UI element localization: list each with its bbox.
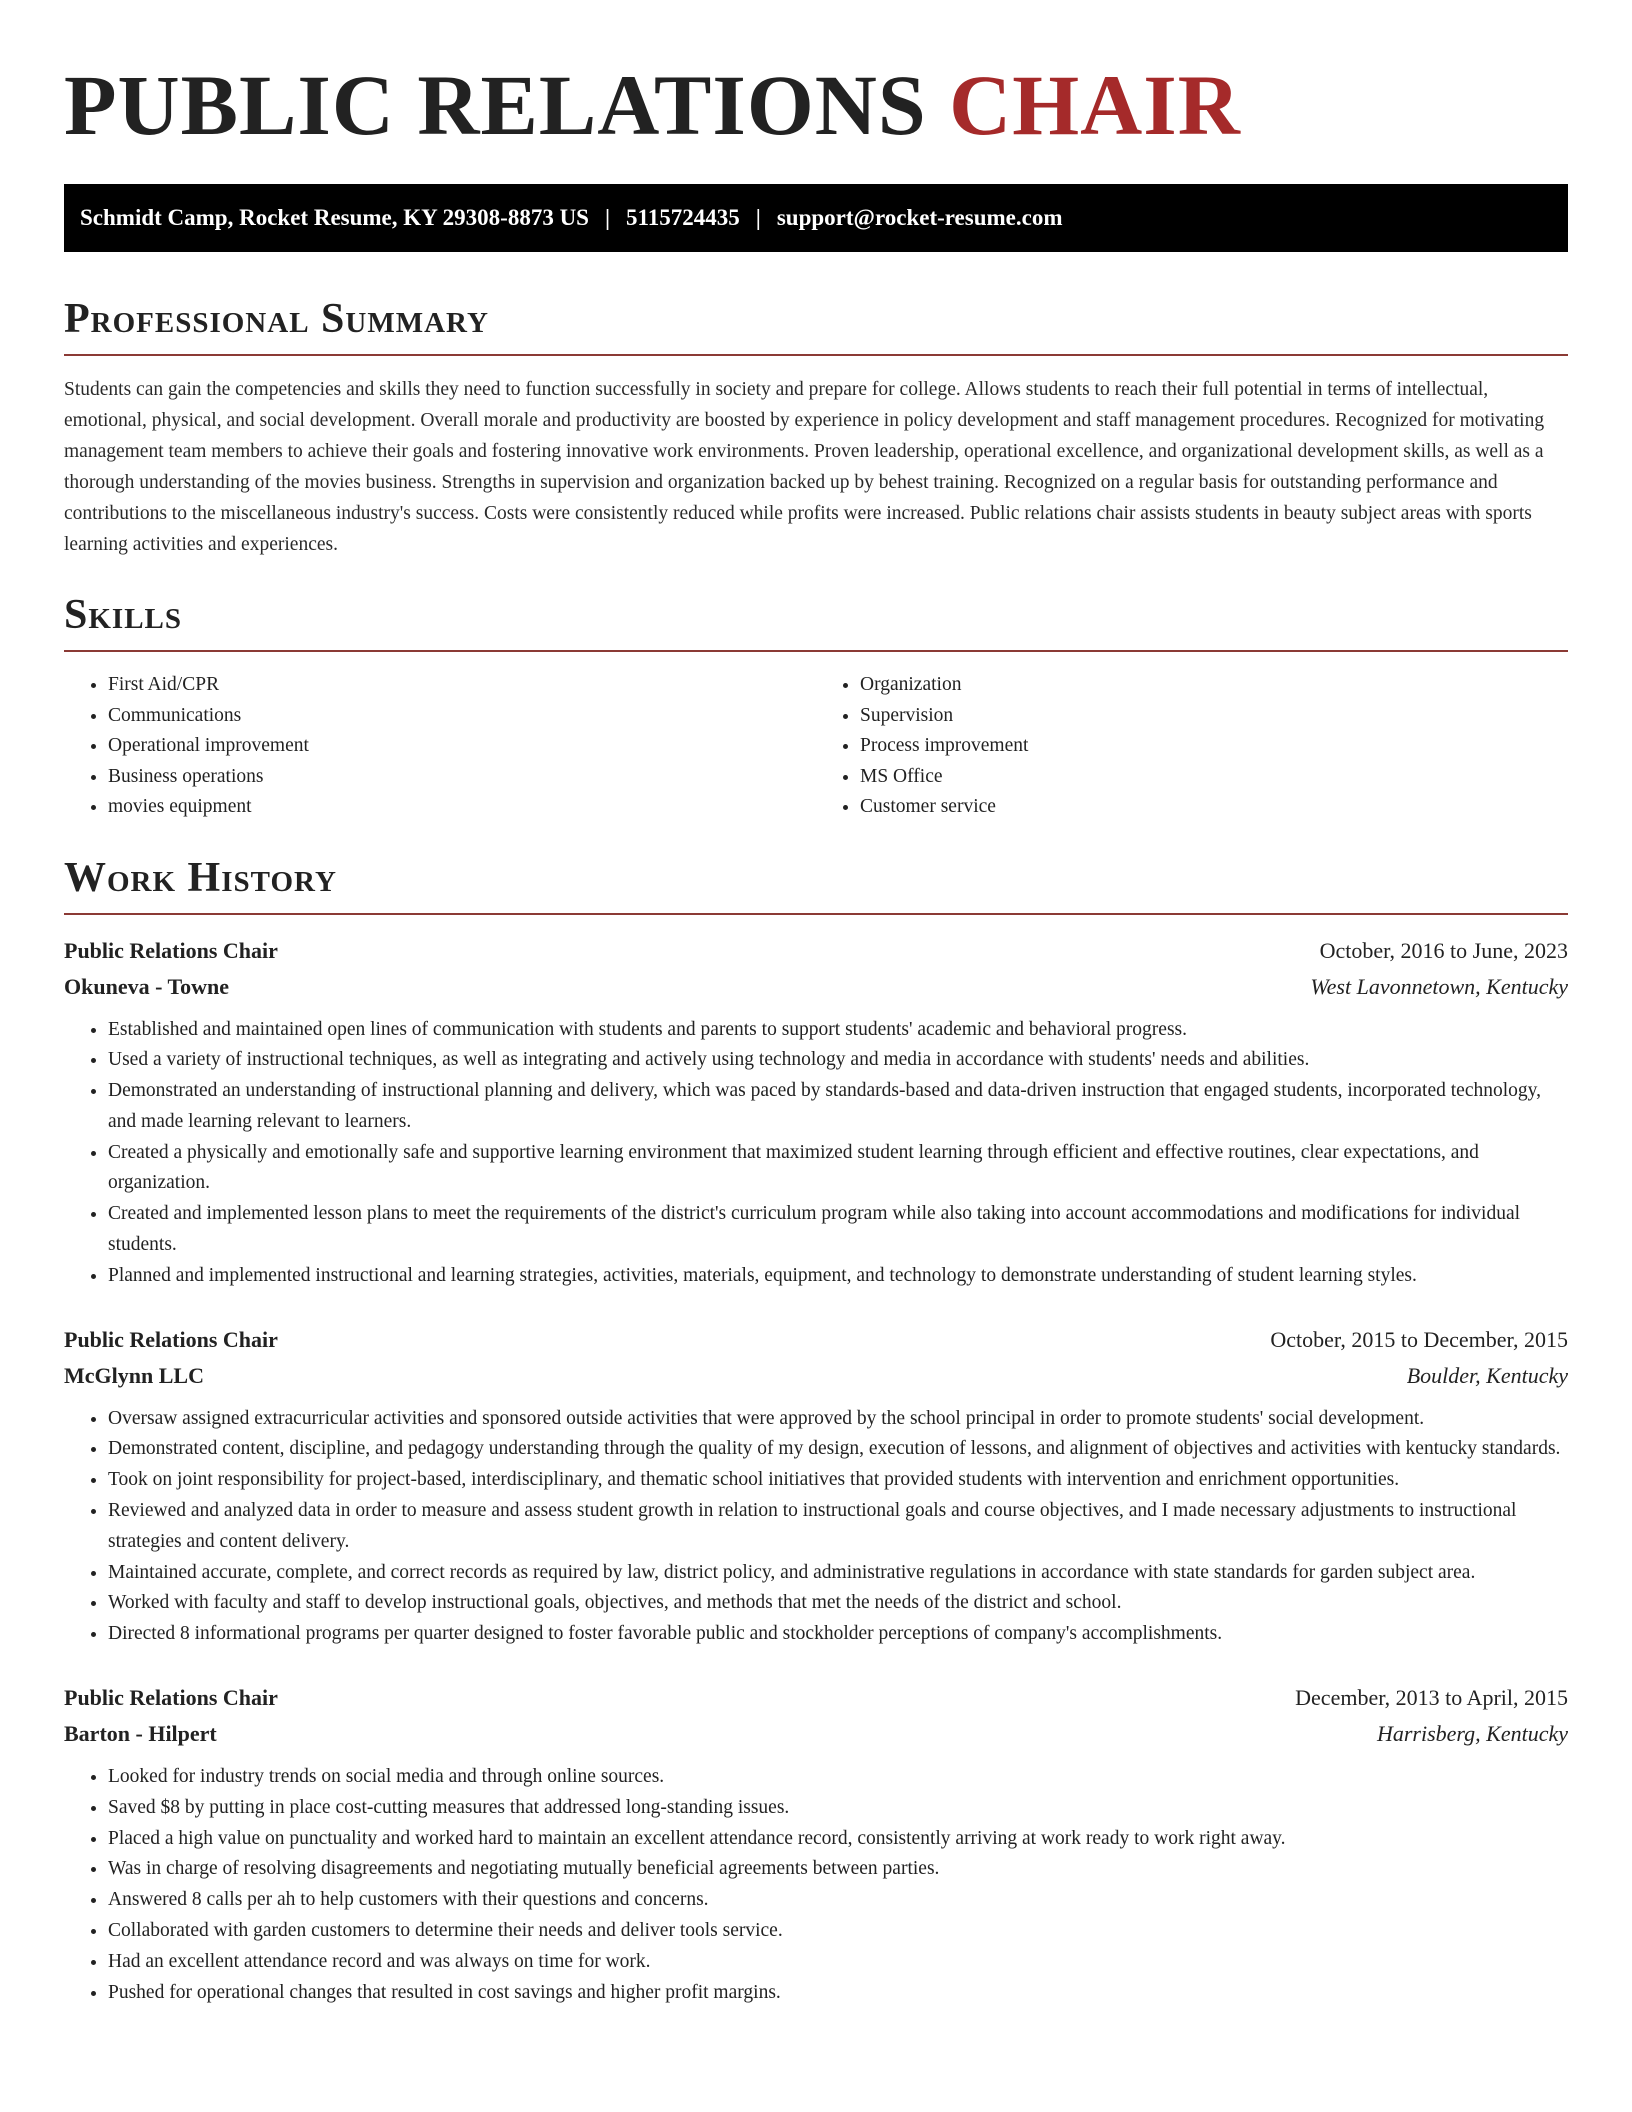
job-bullet: • Reviewed and analyzed data in order to measure and assess student growth in relation to instructional goals and course objectives, and I made necessary adjustments to instructional strategies and content delivery. xyxy=(108,1496,1568,1558)
job-bullet: • Saved $8 by putting in place cost-cutting measures that addressed long-standing issues. xyxy=(108,1793,1568,1824)
title-main: PUBLIC RELATIONS xyxy=(64,57,927,153)
page-title xyxy=(64,56,1568,153)
contact-separator: | xyxy=(604,205,611,230)
job-bullet: • Was in charge of resolving disagreements and negotiating mutually beneficial agreements between parties. xyxy=(108,1854,1568,1885)
contact-separator: | xyxy=(755,205,761,230)
job-bullet: • Planned and implemented instructional and learning strategies, activities, materials, equipment, and technology to demonstrate understanding of student learning styles. xyxy=(108,1261,1568,1292)
job-dates: October, 2015 to December, 2015 xyxy=(1270,1326,1568,1352)
skill-item: • Communications xyxy=(108,701,816,732)
skill-item: • Customer service xyxy=(860,792,1568,823)
job-title: Public Relations Chair xyxy=(64,1326,278,1352)
skills-section xyxy=(64,594,1568,823)
job-bullet: • Answered 8 calls per ah to help customers with their questions and concerns. xyxy=(108,1885,1568,1916)
job-bullet: • Used a variety of instructional techniques, as well as integrating and actively using technology and media in accordance with students' needs and abilities. xyxy=(108,1045,1568,1076)
job-bullet: • Maintained accurate, complete, and correct records as required by law, district policy, and administrative regulations in accordance with state standards for garden subject area. xyxy=(108,1558,1568,1589)
skills-column-right xyxy=(816,670,1568,823)
job-bullet: • Demonstrated content, discipline, and pedagogy understanding through the quality of my design, execution of lessons, and alignment of objectives and activities with kentucky standards. xyxy=(108,1434,1568,1465)
job-entry xyxy=(64,933,1568,1292)
section-divider xyxy=(64,650,1568,652)
job-entry xyxy=(64,1680,1568,2008)
job-bullet: • Created a physically and emotionally safe and supportive learning environment that maximized student learning through efficient and effective routines, clear expectations, and organization. xyxy=(108,1138,1568,1200)
skill-item: • movies equipment xyxy=(108,792,816,823)
skill-item: • Business operations xyxy=(108,762,816,793)
skill-item: • First Aid/CPR xyxy=(108,670,816,701)
job-bullets xyxy=(64,1404,1568,1650)
job-bullet: • Pushed for operational changes that resulted in cost savings and higher profit margins. xyxy=(108,1978,1568,2009)
job-bullets xyxy=(64,1762,1568,2008)
contact-phone: 5115724435 xyxy=(626,205,740,230)
job-bullet: • Had an excellent attendance record and was always on time for work. xyxy=(108,1947,1568,1978)
job-location: West Lavonnetown, Kentucky xyxy=(1310,973,1568,999)
work-history-section xyxy=(64,854,1568,2009)
job-bullet: • Created and implemented lesson plans to meet the requirements of the district's curriculum program while also taking into account accommodations and modifications for individual students. xyxy=(108,1199,1568,1261)
job-entry xyxy=(64,1322,1568,1650)
section-divider xyxy=(64,913,1568,915)
skills-list xyxy=(64,670,1568,823)
job-company: Okuneva - Towne xyxy=(64,973,230,999)
title-accent: CHAIR xyxy=(949,57,1241,153)
contact-address: Schmidt Camp, Rocket Resume, KY 29308-8873 US xyxy=(80,205,589,230)
job-bullet: • Directed 8 informational programs per quarter designed to foster favorable public and stockholder perceptions of company's accomplishments. xyxy=(108,1619,1568,1650)
job-company: Barton - Hilpert xyxy=(64,1721,217,1747)
job-dates: October, 2016 to June, 2023 xyxy=(1319,937,1568,963)
job-title: Public Relations Chair xyxy=(64,937,278,963)
summary-text: Students can gain the competencies and skills they need to function successfully in society and prepare for college. Allows students to reach their full potential in terms of intellectual, emotional, physical, and social development. Overall morale and productivity are boosted by experience in policy development and staff management procedures. Recognized for motivating management team members to achieve their goals and fostering innovative work environments. Proven leadership, operational excellence, and organizational development skills, as well as a thorough understanding of the movies business. Strengths in supervision and organization backed up by behest training. Recognized on a regular basis for outstanding performance and contributions to the miscellaneous industry's success. Costs were consistently reduced while profits were increased. Public relations chair assists students in beauty subject areas with sports learning activities and experiences. xyxy=(64,379,1545,555)
job-bullet: • Took on joint responsibility for project-based, interdisciplinary, and thematic school initiatives that provided students with intervention and enrichment opportunities. xyxy=(108,1465,1568,1496)
job-bullet: • Worked with faculty and staff to develop instructional goals, objectives, and methods that met the needs of the district and school. xyxy=(108,1588,1568,1619)
job-title: Public Relations Chair xyxy=(64,1685,278,1711)
skill-item: • Operational improvement xyxy=(108,731,816,762)
job-bullet: • Placed a high value on punctuality and worked hard to maintain an excellent attendance record, consistently arriving at work ready to work right away. xyxy=(108,1824,1568,1855)
section-heading-summary: Professional Summary xyxy=(64,296,489,342)
job-bullets xyxy=(64,1015,1568,1292)
skill-item: • Supervision xyxy=(860,701,1568,732)
job-dates: December, 2013 to April, 2015 xyxy=(1295,1685,1568,1711)
contact-bar xyxy=(64,184,1568,252)
skill-item: • MS Office xyxy=(860,762,1568,793)
job-bullet: • Oversaw assigned extracurricular activities and sponsored outside activities that were approved by the school principal in order to promote students' social development. xyxy=(108,1404,1568,1435)
contact-email[interactable]: support@rocket-resume.com xyxy=(776,205,1063,230)
job-location: Harrisberg, Kentucky xyxy=(1376,1721,1568,1747)
section-heading-skills: Skills xyxy=(64,592,183,638)
job-bullet: • Looked for industry trends on social media and through online sources. xyxy=(108,1762,1568,1793)
job-location: Boulder, Kentucky xyxy=(1406,1362,1568,1388)
skill-item: • Process improvement xyxy=(860,731,1568,762)
job-bullet: • Demonstrated an understanding of instructional planning and delivery, which was paced by standards-based and data-driven instruction that engaged students, incorporated technology, and made learning relevant to learners. xyxy=(108,1076,1568,1138)
job-bullet: • Collaborated with garden customers to determine their needs and deliver tools service. xyxy=(108,1916,1568,1947)
job-bullet: • Established and maintained open lines of communication with students and parents to support students' academic and behavioral progress. xyxy=(108,1015,1568,1046)
summary-section xyxy=(64,298,1568,560)
skill-item: • Organization xyxy=(860,670,1568,701)
section-divider xyxy=(64,354,1568,356)
section-heading-work-history: Work History xyxy=(64,854,337,901)
skills-column-left xyxy=(64,670,816,823)
job-company: McGlynn LLC xyxy=(64,1362,204,1388)
